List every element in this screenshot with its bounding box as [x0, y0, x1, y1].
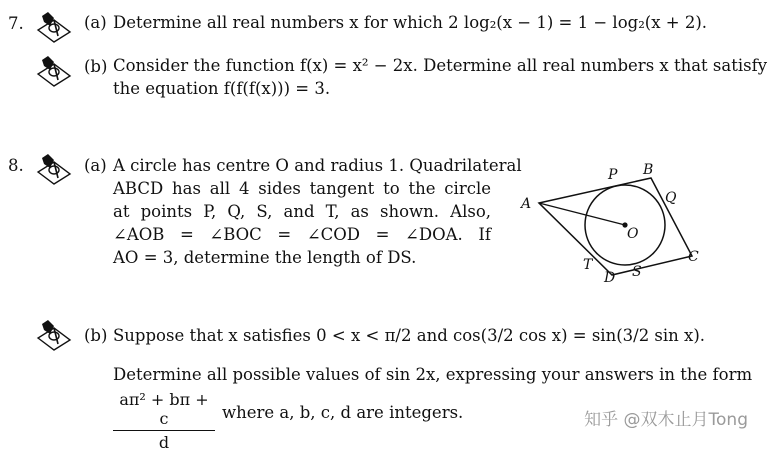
label-t: T	[583, 257, 593, 273]
label-o: O	[627, 226, 639, 242]
label-q: Q	[665, 190, 677, 206]
label-d: D	[604, 270, 616, 286]
problem-text: ABCD has all 4 sides tangent to the circle	[113, 179, 491, 198]
label-c: C	[688, 249, 699, 265]
hand-caution-icon	[32, 150, 72, 186]
problem-text: where a, b, c, d are integers.	[222, 403, 464, 422]
problem-text: ∠AOB = ∠BOC = ∠COD = ∠DOA. If	[113, 225, 491, 244]
problem-number: 8.	[8, 156, 24, 175]
answer-form-fraction	[113, 390, 215, 452]
part-tag: (a)	[84, 13, 107, 32]
label-s: S	[632, 264, 642, 280]
problem-text: Consider the function f(x) = x² − 2x. Determine all real numbers x that satisfy	[113, 56, 768, 75]
label-b: B	[643, 162, 654, 178]
problem-text: Determine all possible values of sin 2x, expressing your answers in the form	[113, 365, 753, 384]
hand-caution-icon	[32, 316, 72, 352]
problem-number: 7.	[8, 14, 24, 33]
fraction-numerator: aπ² + bπ + c	[113, 390, 215, 431]
problem-text: A circle has centre O and radius 1. Quadrilateral	[113, 156, 522, 175]
problem-text: AO = 3, determine the length of DS.	[113, 248, 417, 267]
part-tag: (a)	[84, 156, 107, 175]
geometry-figure	[515, 155, 715, 290]
hand-caution-icon	[32, 52, 72, 88]
label-a: A	[521, 196, 532, 212]
problem-text: the equation f(f(f(x))) = 3.	[113, 79, 331, 98]
part-tag: (b)	[84, 326, 108, 345]
problem-text: Determine all real numbers x for which 2 log₂(x − 1) = 1 − log₂(x + 2).	[113, 13, 708, 32]
part-tag: (b)	[84, 57, 108, 76]
hand-caution-icon	[32, 8, 72, 44]
label-p: P	[608, 167, 618, 183]
problem-text: Suppose that x satisfies 0 < x < π/2 and cos(3/2 cos x) = sin(3/2 sin x).	[113, 326, 706, 345]
segment-ao	[539, 203, 625, 225]
fraction-denominator: d	[158, 433, 170, 452]
watermark: 知乎 @双木止月Tong	[584, 410, 748, 430]
problem-text: at points P, Q, S, and T, as shown. Also,	[113, 202, 491, 221]
